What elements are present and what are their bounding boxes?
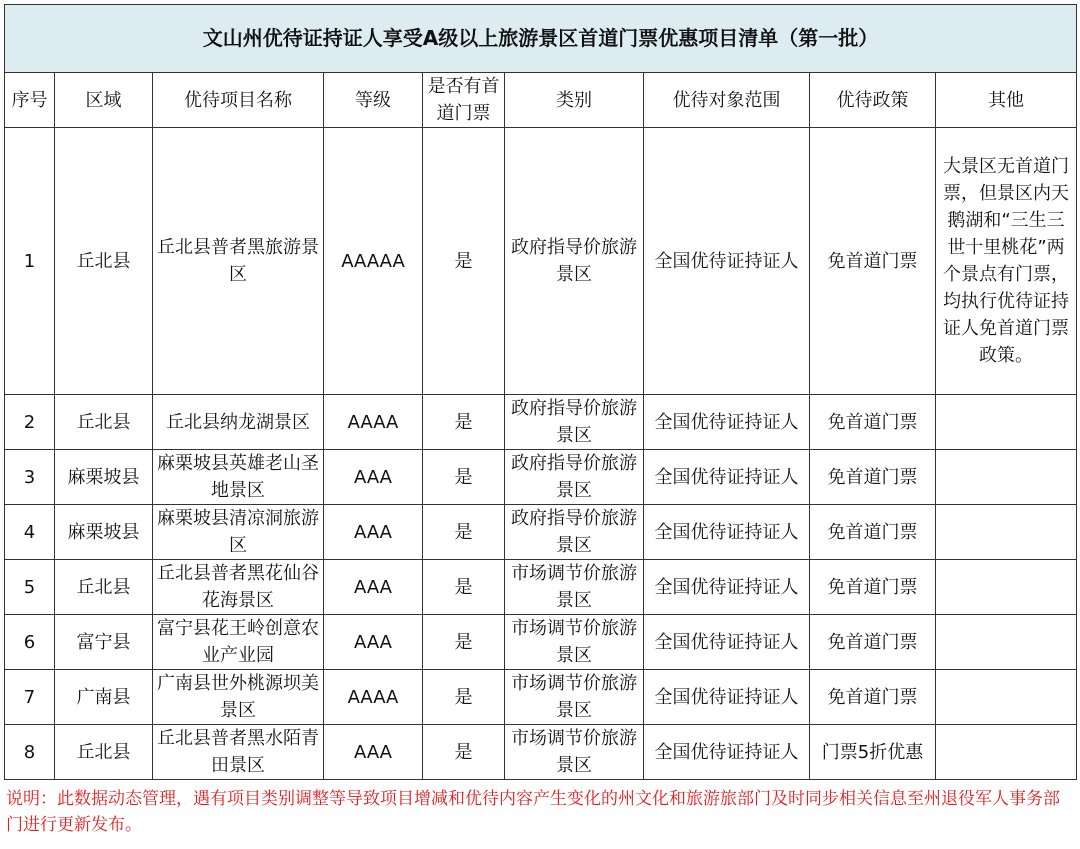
row-policy: 免首道门票 bbox=[810, 670, 936, 725]
header-policy: 优待政策 bbox=[810, 73, 936, 128]
row-policy: 免首道门票 bbox=[810, 615, 936, 670]
row-no: 1 bbox=[5, 128, 55, 395]
row-scope: 全国优待证持证人 bbox=[644, 725, 810, 780]
row-no: 2 bbox=[5, 395, 55, 450]
row-policy: 免首道门票 bbox=[810, 560, 936, 615]
row-name: 丘北县纳龙湖景区 bbox=[153, 395, 324, 450]
row-area: 丘北县 bbox=[55, 395, 153, 450]
row-no: 3 bbox=[5, 450, 55, 505]
row-other bbox=[936, 450, 1077, 505]
table-row bbox=[5, 395, 1077, 450]
row-scope: 全国优待证持证人 bbox=[644, 450, 810, 505]
table-row bbox=[5, 670, 1077, 725]
row-category: 政府指导价旅游景区 bbox=[505, 450, 644, 505]
row-name: 广南县世外桃源坝美景区 bbox=[153, 670, 324, 725]
row-area: 丘北县 bbox=[55, 725, 153, 780]
row-level: AAA bbox=[324, 725, 423, 780]
row-category: 市场调节价旅游景区 bbox=[505, 670, 644, 725]
row-policy: 门票5折优惠 bbox=[810, 725, 936, 780]
row-level: AAAA bbox=[324, 395, 423, 450]
header-scope: 优待对象范围 bbox=[644, 73, 810, 128]
row-no: 4 bbox=[5, 505, 55, 560]
row-policy: 免首道门票 bbox=[810, 128, 936, 395]
table-row bbox=[5, 615, 1077, 670]
table-row bbox=[5, 725, 1077, 780]
row-name: 丘北县普者黑水陌青田景区 bbox=[153, 725, 324, 780]
row-area: 丘北县 bbox=[55, 128, 153, 395]
row-name: 丘北县普者黑花仙谷花海景区 bbox=[153, 560, 324, 615]
row-other bbox=[936, 395, 1077, 450]
row-other bbox=[936, 615, 1077, 670]
row-category: 市场调节价旅游景区 bbox=[505, 560, 644, 615]
header-level: 等级 bbox=[324, 73, 423, 128]
row-scope: 全国优待证持证人 bbox=[644, 670, 810, 725]
row-name: 丘北县普者黑旅游景区 bbox=[153, 128, 324, 395]
row-area: 麻栗坡县 bbox=[55, 505, 153, 560]
row-no: 6 bbox=[5, 615, 55, 670]
row-ticket: 是 bbox=[423, 615, 505, 670]
row-scope: 全国优待证持证人 bbox=[644, 615, 810, 670]
row-ticket: 是 bbox=[423, 725, 505, 780]
row-ticket: 是 bbox=[423, 670, 505, 725]
table-row bbox=[5, 560, 1077, 615]
row-other bbox=[936, 725, 1077, 780]
row-scope: 全国优待证持证人 bbox=[644, 395, 810, 450]
row-other: 大景区无首道门票，但景区内天鹅湖和“三生三世十里桃花”两个景点有门票，均执行优待证持证人免首道门票政策。 bbox=[936, 128, 1077, 395]
table-row bbox=[5, 128, 1077, 395]
header-area: 区域 bbox=[55, 73, 153, 128]
header-other: 其他 bbox=[936, 73, 1077, 128]
row-policy: 免首道门票 bbox=[810, 450, 936, 505]
header-name: 优待项目名称 bbox=[153, 73, 324, 128]
row-name: 麻栗坡县清凉洞旅游区 bbox=[153, 505, 324, 560]
header-category: 类别 bbox=[505, 73, 644, 128]
row-ticket: 是 bbox=[423, 128, 505, 395]
header-row bbox=[5, 73, 1077, 128]
row-ticket: 是 bbox=[423, 560, 505, 615]
row-level: AAA bbox=[324, 505, 423, 560]
row-area: 广南县 bbox=[55, 670, 153, 725]
row-area: 麻栗坡县 bbox=[55, 450, 153, 505]
row-name: 富宁县花王岭创意农业产业园 bbox=[153, 615, 324, 670]
row-category: 政府指导价旅游景区 bbox=[505, 395, 644, 450]
row-policy: 免首道门票 bbox=[810, 395, 936, 450]
row-other bbox=[936, 560, 1077, 615]
header-no: 序号 bbox=[5, 73, 55, 128]
row-category: 市场调节价旅游景区 bbox=[505, 615, 644, 670]
row-category: 政府指导价旅游景区 bbox=[505, 505, 644, 560]
row-no: 8 bbox=[5, 725, 55, 780]
row-level: AAAA bbox=[324, 670, 423, 725]
benefit-table bbox=[4, 4, 1077, 780]
table-row bbox=[5, 505, 1077, 560]
row-policy: 免首道门票 bbox=[810, 505, 936, 560]
row-ticket: 是 bbox=[423, 450, 505, 505]
row-level: AAA bbox=[324, 615, 423, 670]
row-scope: 全国优待证持证人 bbox=[644, 128, 810, 395]
row-area: 丘北县 bbox=[55, 560, 153, 615]
table-title: 文山州优待证持证人享受A级以上旅游景区首道门票优惠项目清单（第一批） bbox=[5, 5, 1077, 73]
row-scope: 全国优待证持证人 bbox=[644, 560, 810, 615]
row-category: 市场调节价旅游景区 bbox=[505, 725, 644, 780]
row-category: 政府指导价旅游景区 bbox=[505, 128, 644, 395]
table-row bbox=[5, 450, 1077, 505]
row-level: AAAAA bbox=[324, 128, 423, 395]
row-no: 7 bbox=[5, 670, 55, 725]
row-other bbox=[936, 505, 1077, 560]
row-scope: 全国优待证持证人 bbox=[644, 505, 810, 560]
row-ticket: 是 bbox=[423, 395, 505, 450]
row-name: 麻栗坡县英雄老山圣地景区 bbox=[153, 450, 324, 505]
row-area: 富宁县 bbox=[55, 615, 153, 670]
row-level: AAA bbox=[324, 450, 423, 505]
row-no: 5 bbox=[5, 560, 55, 615]
footnote: 说明：此数据动态管理，遇有项目类别调整等导致项目增减和优待内容产生变化的州文化和旅游旅部门及时同步相关信息至州退役军人事务部门进行更新发布。 bbox=[6, 789, 1060, 835]
row-level: AAA bbox=[324, 560, 423, 615]
row-other bbox=[936, 670, 1077, 725]
document bbox=[4, 4, 1076, 838]
header-ticket: 是否有首道门票 bbox=[423, 73, 505, 128]
row-ticket: 是 bbox=[423, 505, 505, 560]
